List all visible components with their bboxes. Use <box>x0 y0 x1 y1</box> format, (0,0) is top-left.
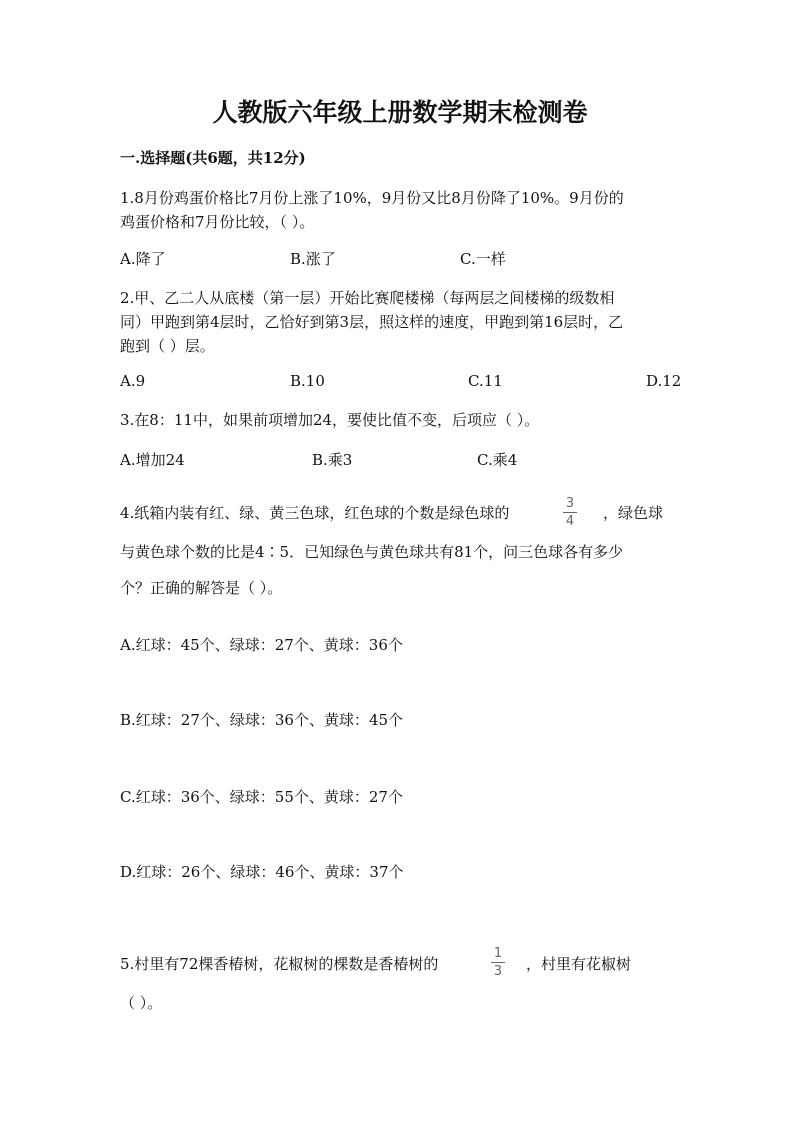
q2-text-line1: 2.甲、乙二人从底楼（第一层）开始比赛爬楼梯（每两层之间楼梯的级数相 <box>120 289 615 307</box>
q4-option-b: B.红球：27个、绿球：36个、黄球：45个 <box>120 711 404 729</box>
q5-fraction-denominator: 3 <box>493 964 503 979</box>
q1-option-a: A.降了 <box>120 250 166 268</box>
section-heading: 一.选择题(共6题，共12分) <box>120 149 306 167</box>
q5-text-line1-b: ，村里有花椒树 <box>526 955 632 973</box>
q1-option-b: B.涨了 <box>290 250 336 268</box>
fraction-bar <box>491 962 505 963</box>
q4-option-d: D.红球：26个、绿球：46个、黄球：37个 <box>120 863 404 881</box>
q1-text-line2: 鸡蛋价格和7月份比较，（ ）。 <box>120 213 315 231</box>
q4-option-c: C.红球：36个、绿球：55个、黄球：27个 <box>120 788 403 806</box>
q4-fraction-numerator: 3 <box>565 496 575 511</box>
q3-option-a: A.增加24 <box>120 451 185 469</box>
q5-fraction <box>490 947 506 978</box>
q4-text-line2: 与黄色球个数的比是4∶5．已知绿色与黄色球共有81个，问三色球各有多少 <box>120 543 624 561</box>
q2-text-line3: 跑到（ ）层。 <box>120 337 215 355</box>
q3-text-line1: 3.在8：11中，如果前项增加24，要使比值不变，后项应（ ）。 <box>120 411 540 429</box>
q4-fraction-denominator: 4 <box>565 514 575 529</box>
fraction-bar <box>563 512 577 513</box>
q2-option-a: A.9 <box>120 372 146 390</box>
q4-option-a: A.红球：45个、绿球：27个、黄球：36个 <box>120 636 403 654</box>
page-title: 人教版六年级上册数学期末检测卷 <box>212 98 588 127</box>
q1-text-line1: 1.8月份鸡蛋价格比7月份上涨了10%，9月份又比8月份降了10%。9月份的 <box>120 189 624 207</box>
q2-text-line2: 同）甲跑到第4层时，乙恰好到第3层，照这样的速度，甲跑到第16层时，乙 <box>120 313 624 331</box>
q4-text-line1-b: ，绿色球 <box>603 504 664 522</box>
q1-option-c: C.一样 <box>460 250 506 268</box>
q5-fraction-numerator: 1 <box>493 946 503 961</box>
q3-option-c: C.乘4 <box>477 451 518 469</box>
q4-text-line1-a: 4.纸箱内装有红、绿、黄三色球，红色球的个数是绿色球的 <box>120 504 510 522</box>
q4-text-line3: 个？正确的解答是（ ）。 <box>120 579 283 597</box>
q2-option-b: B.10 <box>290 372 325 390</box>
q4-fraction <box>562 497 578 528</box>
q5-text-line1-a: 5.村里有72棵香椿树，花椒树的棵数是香椿树的 <box>120 955 439 973</box>
q5-text-line2: （ ）。 <box>120 994 163 1012</box>
q3-option-b: B.乘3 <box>312 451 353 469</box>
q2-option-c: C.11 <box>468 372 503 390</box>
q2-option-d: D.12 <box>646 372 682 390</box>
